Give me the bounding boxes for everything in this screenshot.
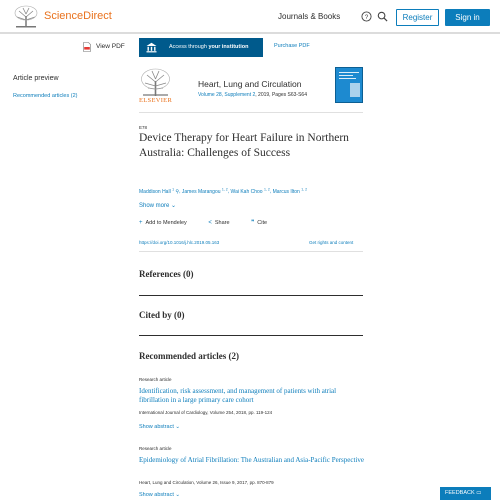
feedback-label: FEEDBACK bbox=[445, 490, 475, 496]
show-abstract-button[interactable] bbox=[139, 424, 180, 430]
show-abstract-label: Show abstract bbox=[139, 492, 174, 498]
sign-in-button[interactable]: Sign in bbox=[445, 9, 490, 26]
author-link[interactable]: Wai Kah Choo $^{1, 2}$ bbox=[230, 187, 270, 195]
access-institution-button[interactable] bbox=[139, 38, 263, 57]
brand-name[interactable]: ScienceDirect bbox=[44, 10, 112, 22]
svg-text:?: ? bbox=[364, 13, 369, 21]
journal-volume-link[interactable]: Volume 28, Supplement 2 bbox=[198, 92, 256, 98]
feedback-button[interactable] bbox=[440, 487, 491, 500]
rec-article-meta: Heart, Lung and Circulation, Volume 26, Issue 9, 2017, pp. 870-879 bbox=[139, 480, 274, 485]
plus-icon: + bbox=[139, 220, 143, 226]
chevron-down-icon: ⌄ bbox=[171, 203, 177, 209]
article-actions bbox=[139, 219, 287, 226]
show-abstract-button[interactable] bbox=[139, 492, 180, 498]
rec-article-type: Research article bbox=[139, 377, 172, 382]
rec-article-meta: International Journal of Cardiology, Volume 254, 2018, pp. 119-124 bbox=[139, 410, 273, 415]
purchase-pdf-link[interactable]: Purchase PDF bbox=[274, 43, 310, 49]
article-title: Device Therapy for Heart Failure in Northern Australia: Challenges of Success bbox=[139, 132, 349, 159]
journal-cover-image[interactable] bbox=[335, 67, 363, 103]
chevron-down-icon: ⌄ bbox=[175, 424, 180, 430]
register-button[interactable]: Register bbox=[396, 9, 439, 26]
show-more-button[interactable] bbox=[139, 202, 176, 209]
share-icon: < bbox=[208, 220, 212, 226]
elsevier-tree-icon[interactable] bbox=[139, 67, 172, 97]
share-label: Share bbox=[214, 220, 230, 226]
references-heading[interactable]: References (0) bbox=[139, 269, 194, 279]
add-mendeley-button[interactable] bbox=[139, 220, 197, 226]
show-abstract-label: Show abstract bbox=[139, 424, 174, 430]
rights-link[interactable]: Get rights and content bbox=[309, 240, 354, 245]
rec-article-title[interactable]: Epidemiology of Atrial Fibrillation: The Australian and Asia-Pacific Perspective bbox=[139, 456, 364, 464]
top-header bbox=[0, 0, 500, 34]
article-toolbar bbox=[0, 36, 500, 58]
cite-button[interactable] bbox=[251, 220, 277, 226]
elsevier-wordmark: ELSEVIER bbox=[139, 97, 173, 104]
rec-article-type: Research article bbox=[139, 446, 172, 451]
view-pdf-link[interactable]: View PDF bbox=[96, 43, 125, 50]
sidebar-recommended-link[interactable]: Recommended articles (2) bbox=[13, 93, 78, 99]
access-prefix: Access through bbox=[169, 44, 209, 50]
journal-year-pages: , 2019, Pages S63-S64 bbox=[255, 92, 307, 98]
recommended-heading: Recommended articles (2) bbox=[139, 351, 239, 361]
access-label bbox=[169, 44, 248, 50]
institution-icon bbox=[146, 42, 157, 53]
divider bbox=[139, 295, 363, 296]
rec-article-title[interactable]: Identification, risk assessment, and management of patients with atrial fibrillation in a large primary care cohort bbox=[139, 387, 337, 404]
divider bbox=[139, 112, 363, 113]
access-bold: your institution bbox=[208, 44, 249, 50]
cited-by-heading[interactable]: Cited by (0) bbox=[139, 310, 185, 320]
sidebar-title: Article preview bbox=[13, 75, 59, 82]
cite-label: Cite bbox=[257, 220, 268, 226]
chat-bubble-icon: ▭ bbox=[476, 490, 482, 496]
add-mendeley-label: Add to Mendeley bbox=[145, 220, 187, 226]
doi-link[interactable]: https://doi.org/10.1016/j.hlc.2019.05.163 bbox=[139, 240, 220, 245]
author-info-icon: ⚲ bbox=[175, 188, 180, 195]
journal-meta bbox=[198, 92, 307, 98]
divider bbox=[139, 335, 363, 336]
help-icon[interactable] bbox=[361, 11, 372, 22]
pdf-icon[interactable] bbox=[83, 42, 91, 52]
author-link[interactable]: Marcus Ilton $^{1, 2}$ bbox=[272, 187, 308, 195]
author-link[interactable]: Maddison Hall $^1$ ⚲ bbox=[139, 187, 180, 195]
search-icon[interactable] bbox=[377, 11, 388, 22]
share-button[interactable] bbox=[208, 220, 239, 226]
journal-title[interactable]: Heart, Lung and Circulation bbox=[198, 79, 302, 89]
divider bbox=[139, 251, 363, 252]
quote-icon: ❞ bbox=[251, 220, 255, 226]
show-more-label: Show more bbox=[139, 203, 170, 209]
chevron-down-icon: ⌄ bbox=[175, 492, 180, 498]
author-list: Maddison Hall $^1$ ⚲, James Marangou $^{1, 2}$, Wai Kah Choo $^{1, 2}$, Marcus Ilton $^{1, 2}$ bbox=[139, 187, 308, 195]
author-link[interactable]: James Marangou $^{1, 2}$ bbox=[181, 187, 228, 195]
article-type: E78 bbox=[139, 125, 148, 130]
elsevier-logo-icon[interactable] bbox=[11, 4, 41, 29]
journals-books-link[interactable]: Journals & Books bbox=[278, 12, 341, 21]
